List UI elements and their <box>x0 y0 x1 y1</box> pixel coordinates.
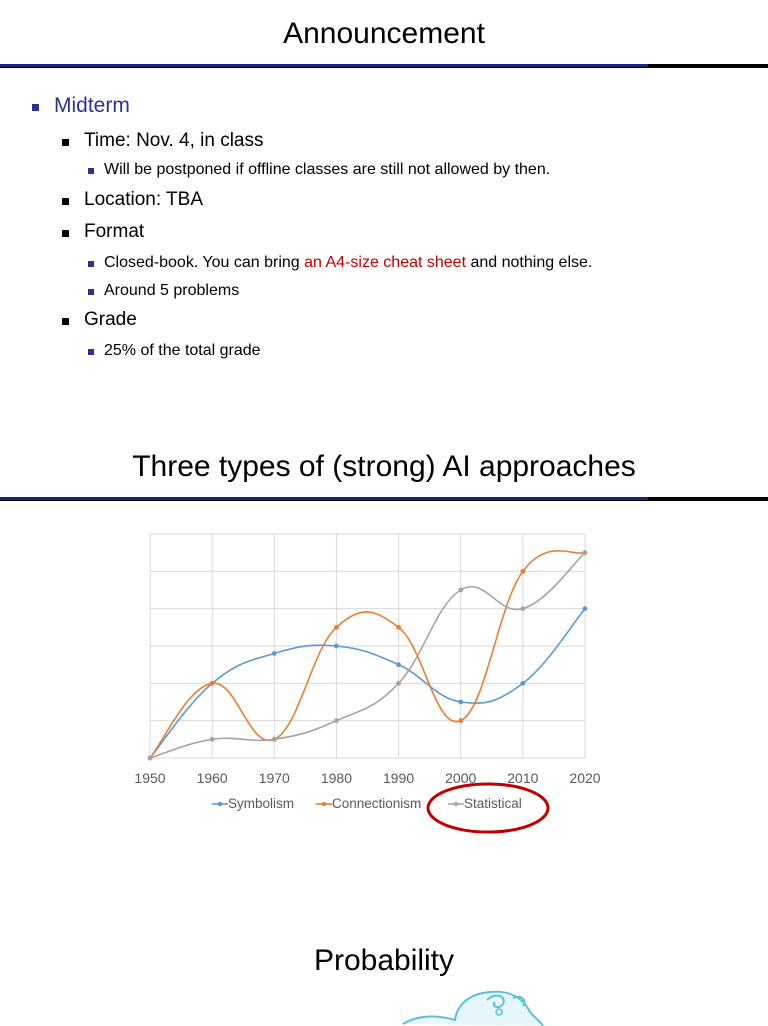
data-point-statistical <box>520 606 525 611</box>
chart-series <box>148 550 588 760</box>
data-point-statistical <box>396 681 401 686</box>
data-point-symbolism <box>334 644 339 649</box>
title-rule <box>0 64 768 68</box>
bullet-text: 25% of the total grade <box>104 342 261 359</box>
data-point-connectionism <box>458 718 463 723</box>
bullet-mark <box>88 168 94 174</box>
bullet-mark <box>88 349 94 355</box>
bullet-text: Time: Nov. 4, in class <box>84 130 264 151</box>
closed-book-tail: and nothing else. <box>466 254 593 271</box>
bullet-text <box>104 254 592 272</box>
x-tick-label: 2010 <box>507 770 539 786</box>
legend-marker-statistical <box>454 802 458 806</box>
legend-marker-symbolism <box>218 802 222 806</box>
series-line-connectionism <box>150 551 585 758</box>
data-point-statistical <box>272 737 277 742</box>
bullet-mark <box>62 318 69 325</box>
bullet-mark <box>88 289 94 295</box>
data-point-connectionism <box>396 625 401 630</box>
x-tick-label: 1990 <box>382 770 415 786</box>
bullet-text: Will be postponed if offline classes are still not allowed by then. <box>104 161 551 178</box>
data-point-statistical <box>210 737 215 742</box>
bullet-text: Grade <box>84 309 137 330</box>
title-rule <box>0 497 768 501</box>
data-point-symbolism <box>272 651 277 656</box>
bullet-text: Midterm <box>54 94 130 117</box>
cheat-sheet-highlight: an A4-size cheat sheet <box>304 254 467 271</box>
slide-title: Three types of (strong) AI approaches <box>132 450 636 483</box>
data-point-connectionism <box>520 569 525 574</box>
slide-title: Probability <box>313 944 455 977</box>
x-tick-label: 2020 <box>569 770 601 786</box>
legend-marker-connectionism <box>322 802 326 806</box>
data-point-statistical <box>583 550 588 555</box>
cartoon-figure-icon <box>395 986 555 1026</box>
bullet-text: Location: TBA <box>84 189 204 210</box>
slide-title: Announcement <box>283 17 485 50</box>
bullet-text: Around 5 problems <box>104 282 240 299</box>
closed-book-text: Closed-book. You can bring <box>104 254 305 271</box>
chart-grid <box>150 534 585 758</box>
data-point-statistical <box>148 756 153 761</box>
bullet-text: Format <box>84 221 145 242</box>
data-point-connectionism <box>334 625 339 630</box>
bullet-mark <box>32 104 39 111</box>
data-point-symbolism <box>458 700 463 705</box>
data-point-statistical <box>334 718 339 723</box>
series-line-statistical <box>150 553 585 758</box>
legend-label-symbolism: Symbolism <box>228 796 295 811</box>
slide-announcement <box>0 0 768 420</box>
data-point-symbolism <box>396 662 401 667</box>
x-tick-label: 2000 <box>445 770 477 786</box>
x-tick-label: 1950 <box>134 770 166 786</box>
bullet-mark <box>62 139 69 146</box>
bullet-mark <box>88 261 94 267</box>
legend-label-connectionism: Connectionism <box>332 796 422 811</box>
x-tick-label: 1980 <box>320 770 353 786</box>
data-point-symbolism <box>583 606 588 611</box>
x-tick-label: 1970 <box>258 770 290 786</box>
data-point-connectionism <box>210 681 215 686</box>
line-chart <box>0 510 768 850</box>
data-point-symbolism <box>520 681 525 686</box>
bullet-mark <box>62 198 69 205</box>
bullet-mark <box>62 230 69 237</box>
data-point-statistical <box>458 588 463 593</box>
chart-legend <box>212 796 522 811</box>
chart-x-ticks <box>134 770 600 786</box>
x-tick-label: 1960 <box>196 770 228 786</box>
legend-label-statistical: Statistical <box>464 796 522 811</box>
